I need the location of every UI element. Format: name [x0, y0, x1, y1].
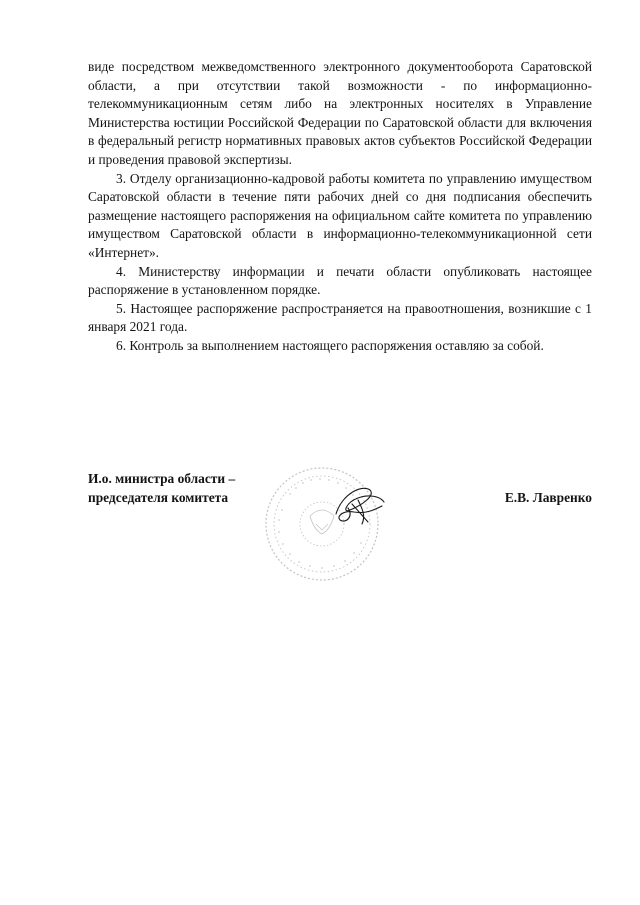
document-body [88, 58, 592, 356]
signatory-name: Е.В. Лавренко [504, 490, 592, 505]
paragraph-item-5: 5. Настоящее распоряжение распространяется на правоотношения, возникшие с 1 января 2021 года. [88, 300, 592, 335]
paragraph-item-4: 4. Министерству информации и печати области опубликовать настоящее распоряжение в установленном порядке. [88, 263, 592, 298]
signature-block [88, 470, 592, 580]
signatory-title-line-1: И.о. министра области – [88, 471, 236, 486]
signatory-title [88, 470, 235, 507]
paragraph-continuation: виде посредством межведомственного электронного документооборота Саратовской области, а при отсутствии такой возможности - по информационно-телекоммуникационным сетям либо на электронных носителях в Управление Министерства юстиции Российской Федерации по Саратовской области для включения в федеральный регистр нормативных правовых актов субъектов Российской Федерации и проведения правовой экспертизы. [88, 59, 592, 167]
signatory-title-line-2: председателя комитета [88, 489, 229, 505]
paragraph-item-6: 6. Контроль за выполнением настоящего распоряжения оставляю за собой. [116, 337, 544, 353]
official-seal-icon [250, 454, 410, 584]
paragraph-item-3: 3. Отделу организационно-кадровой работы комитета по управлению имуществом Саратовской области в течение пяти рабочих дней со дня подписания обеспечить размещение настоящего распоряжения на официальном сайте комитета по управлению имуществом Саратовской области в информационно-телекоммуникационной сети «Интернет». [88, 170, 592, 260]
